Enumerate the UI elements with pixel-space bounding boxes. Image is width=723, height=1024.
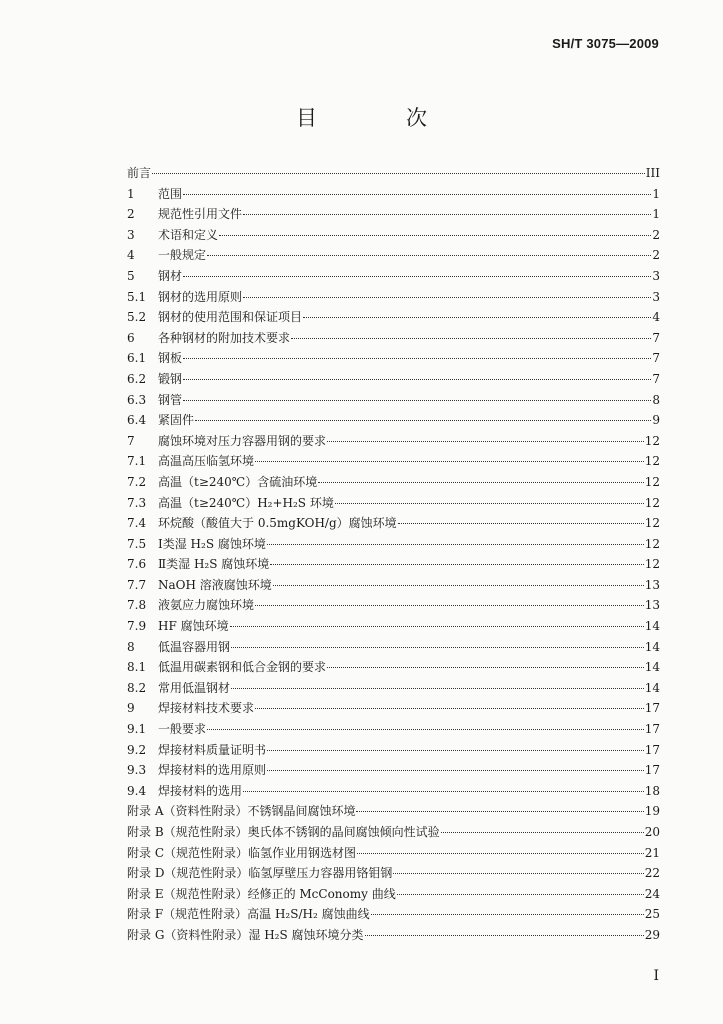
toc-entry-title: 范围 (158, 186, 183, 201)
toc-entry-page: 8 (652, 392, 660, 407)
toc-entry-page: 1 (652, 207, 660, 222)
toc-entry (127, 679, 660, 700)
table-of-contents (127, 164, 660, 947)
toc-entry-page: 20 (644, 825, 660, 839)
toc-entry-title: 规范性引用文件 (158, 207, 243, 222)
toc-entry (127, 926, 660, 947)
toc-dot-leader (397, 894, 644, 895)
toc-entry-title: 高温（t≥240℃）H₂+H₂S 环境 (158, 495, 334, 510)
toc-entry-number: 5.1 (127, 289, 147, 304)
toc-entry-number: 9.1 (127, 722, 147, 737)
toc-entry-number: 3 (127, 227, 135, 242)
toc-entry-title: 腐蚀环境对压力容器用钢的要求 (158, 433, 327, 448)
page-number: I (653, 968, 659, 984)
toc-entry-number: 7.4 (127, 516, 147, 531)
toc-entry (127, 885, 660, 906)
toc-entry-number: 8.2 (127, 680, 147, 695)
toc-entry-page: 14 (644, 619, 660, 634)
toc-dot-leader (183, 400, 651, 401)
toc-entry-number: 7.9 (127, 619, 147, 634)
toc-entry-number: 6 (127, 330, 135, 345)
toc-dot-leader (398, 523, 644, 524)
toc-dot-leader (243, 297, 651, 298)
toc-dot-leader (243, 791, 644, 792)
toc-entry-page: 25 (644, 907, 660, 922)
toc-dot-leader (327, 441, 644, 442)
toc-entry-number: 6.4 (127, 413, 147, 428)
toc-entry-title: 一般规定 (158, 248, 207, 263)
toc-entry-title: 前言 (127, 166, 152, 180)
toc-entry-title: 低温容器用钢 (158, 639, 231, 654)
toc-entry-number: 8.1 (127, 660, 147, 675)
toc-dot-leader (303, 317, 651, 318)
toc-entry-page: 19 (644, 804, 660, 819)
toc-dot-leader (255, 708, 644, 709)
page-title: 目 次 (296, 106, 461, 130)
toc-dot-leader (255, 605, 644, 606)
toc-entry-page: 14 (644, 680, 660, 695)
toc-entry-page: 3 (652, 268, 660, 283)
toc-entry-title: 环烷酸（酸值大于 0.5mgKOH/g）腐蚀环境 (158, 516, 397, 531)
toc-dot-leader (207, 729, 644, 730)
toc-entry-title: 钢材的选用原则 (158, 289, 243, 304)
toc-entry (127, 741, 660, 762)
toc-entry-page: 21 (644, 845, 660, 860)
toc-entry (127, 164, 660, 185)
toc-entry-page: 3 (652, 289, 660, 304)
toc-entry-page: 18 (644, 783, 660, 798)
toc-entry-page: 7 (652, 351, 660, 366)
toc-entry (127, 473, 660, 494)
toc-entry (127, 617, 660, 638)
toc-dot-leader (267, 750, 644, 751)
toc-entry (127, 205, 660, 226)
toc-entry-page: 2 (652, 227, 660, 242)
toc-entry-number: 9.3 (127, 763, 147, 778)
toc-entry-page: 17 (644, 742, 660, 757)
toc-entry-number: 5.2 (127, 310, 147, 325)
toc-entry (127, 576, 660, 597)
toc-entry (127, 905, 660, 926)
toc-entry-page: 9 (652, 413, 660, 428)
toc-entry-title: 附录 G（资料性附录）湿 H₂S 腐蚀环境分类 (127, 927, 364, 942)
toc-entry (127, 514, 660, 535)
toc-dot-leader (195, 420, 651, 421)
toc-dot-leader (270, 564, 643, 565)
toc-dot-leader (318, 482, 644, 483)
toc-entry (127, 720, 660, 741)
toc-entry (127, 699, 660, 720)
toc-entry-title: NaOH 溶液腐蚀环境 (158, 577, 272, 592)
toc-dot-leader (255, 461, 644, 462)
toc-entry-title: 附录 A（资料性附录）不锈钢晶间腐蚀环境 (127, 804, 356, 819)
toc-dot-leader (183, 379, 651, 380)
toc-entry-page: 29 (644, 927, 660, 942)
toc-entry-title: 附录 E（规范性附录）经修正的 McConomy 曲线 (127, 886, 396, 901)
toc-entry-page: 14 (644, 639, 660, 654)
toc-entry-page: 12 (644, 433, 660, 448)
toc-entry-page: 4 (652, 310, 660, 325)
toc-entry-title: 术语和定义 (158, 227, 219, 242)
toc-entry-page: 24 (644, 886, 660, 901)
toc-entry (127, 226, 660, 247)
toc-entry-number: 4 (127, 248, 135, 263)
toc-entry-page: 12 (644, 557, 660, 572)
toc-entry (127, 864, 660, 885)
toc-entry-number: 9.4 (127, 783, 147, 798)
toc-entry (127, 411, 660, 432)
toc-entry-page: 12 (644, 454, 660, 469)
toc-entry-title: 高温高压临氢环境 (158, 454, 255, 469)
toc-entry-title: 附录 B（规范性附录）奥氏体不锈钢的晶间腐蚀倾向性试验 (127, 825, 440, 839)
toc-entry-title: 钢管 (158, 392, 183, 407)
toc-entry (127, 246, 660, 267)
toc-entry (127, 370, 660, 391)
toc-entry-title: 液氨应力腐蚀环境 (158, 598, 255, 613)
toc-dot-leader (207, 255, 651, 256)
toc-entry-page: 7 (652, 371, 660, 386)
toc-dot-leader (243, 214, 651, 215)
toc-entry-page: 2 (652, 248, 660, 263)
toc-entry-title: HF 腐蚀环境 (158, 619, 229, 634)
toc-dot-leader (291, 338, 651, 339)
toc-entry-number: 7.1 (127, 454, 147, 469)
toc-dot-leader (231, 647, 644, 648)
toc-entry-number: 7.3 (127, 495, 147, 510)
toc-entry-number: 7 (127, 433, 135, 448)
toc-entry-number: 6.1 (127, 351, 147, 366)
toc-entry-title: 焊接材料的选用 (158, 783, 243, 798)
toc-entry-title: 低温用碳素钢和低合金钢的要求 (158, 660, 327, 675)
toc-entry (127, 638, 660, 659)
toc-dot-leader (231, 688, 644, 689)
toc-dot-leader (267, 770, 644, 771)
toc-entry-title: 钢板 (158, 351, 183, 366)
toc-entry-title: 紧固件 (158, 413, 195, 428)
toc-entry (127, 535, 660, 556)
toc-dot-leader (183, 276, 651, 277)
toc-entry-title: 常用低温钢材 (158, 680, 231, 695)
toc-entry-page: 12 (644, 495, 660, 510)
toc-entry (127, 329, 660, 350)
toc-entry (127, 288, 660, 309)
toc-entry (127, 782, 660, 803)
toc-entry (127, 308, 660, 329)
toc-entry-number: 9.2 (127, 742, 147, 757)
toc-entry (127, 267, 660, 288)
toc-entry-number: 1 (127, 186, 135, 201)
document-code: SH/T 3075—2009 (552, 36, 659, 51)
toc-entry-number: 8 (127, 639, 135, 654)
toc-entry (127, 391, 660, 412)
toc-entry-number: 2 (127, 207, 135, 222)
toc-entry-number: 7.6 (127, 557, 147, 572)
toc-entry-number: 7.2 (127, 474, 147, 489)
toc-dot-leader (327, 667, 644, 668)
toc-entry (127, 452, 660, 473)
toc-entry (127, 185, 660, 206)
toc-entry-page: 14 (644, 660, 660, 675)
toc-entry-title: 各种钢材的附加技术要求 (158, 330, 291, 345)
toc-entry (127, 349, 660, 370)
toc-entry-page: 17 (644, 763, 660, 778)
toc-entry-title: 焊接材料的选用原则 (158, 763, 267, 778)
toc-dot-leader (183, 194, 651, 195)
toc-entry-page: 7 (652, 330, 660, 345)
toc-dot-leader (335, 503, 644, 504)
toc-entry (127, 432, 660, 453)
toc-entry-page: 13 (644, 577, 660, 592)
toc-entry-title: Ⅱ类湿 H₂S 腐蚀环境 (158, 557, 270, 572)
toc-entry-number: 6.3 (127, 392, 147, 407)
toc-entry-title: Ⅰ类湿 H₂S 腐蚀环境 (158, 536, 266, 551)
toc-entry-page: 17 (644, 722, 660, 737)
toc-entry-title: 高温（t≥240℃）含硫油环境 (158, 474, 318, 489)
toc-entry-number: 7.7 (127, 577, 147, 592)
toc-entry-page: 12 (644, 474, 660, 489)
toc-entry-number: 9 (127, 701, 135, 716)
toc-dot-leader (356, 811, 643, 812)
toc-entry-title: 钢材的使用范围和保证项目 (158, 310, 303, 325)
toc-entry-title: 附录 D（规范性附录）临氢厚壁压力容器用铬钼钢 (127, 866, 393, 881)
toc-dot-leader (441, 832, 644, 833)
toc-dot-leader (267, 544, 644, 545)
toc-entry-page: 22 (644, 866, 660, 881)
toc-entry-page: III (645, 166, 660, 180)
toc-entry-number: 5 (127, 268, 135, 283)
toc-entry-page: 1 (652, 186, 660, 201)
toc-dot-leader (230, 626, 644, 627)
toc-entry-page: 13 (644, 598, 660, 613)
toc-dot-leader (273, 585, 644, 586)
toc-dot-leader (357, 853, 644, 854)
toc-entry-page: 12 (644, 536, 660, 551)
toc-dot-leader (152, 173, 645, 174)
toc-entry-number: 7.5 (127, 536, 147, 551)
toc-entry-page: 12 (644, 516, 660, 531)
toc-entry-number: 6.2 (127, 371, 147, 386)
toc-entry (127, 658, 660, 679)
toc-entry-title: 锻钢 (158, 371, 183, 386)
toc-dot-leader (393, 873, 643, 874)
toc-dot-leader (371, 914, 644, 915)
toc-entry (127, 555, 660, 576)
toc-entry-title: 焊接材料技术要求 (158, 701, 255, 716)
toc-entry (127, 844, 660, 865)
toc-entry-page: 17 (644, 701, 660, 716)
toc-entry (127, 494, 660, 515)
toc-entry (127, 823, 660, 844)
toc-entry-number: 7.8 (127, 598, 147, 613)
toc-entry (127, 596, 660, 617)
toc-dot-leader (219, 235, 651, 236)
toc-dot-leader (183, 358, 651, 359)
toc-entry-title: 一般要求 (158, 722, 207, 737)
toc-entry-title: 焊接材料质量证明书 (158, 742, 267, 757)
toc-entry-title: 附录 C（规范性附录）临氢作业用钢选材图 (127, 845, 356, 860)
toc-entry-title: 钢材 (158, 268, 183, 283)
toc-dot-leader (365, 935, 644, 936)
toc-entry (127, 761, 660, 782)
toc-entry (127, 802, 660, 823)
toc-entry-title: 附录 F（规范性附录）高温 H₂S/H₂ 腐蚀曲线 (127, 907, 370, 922)
